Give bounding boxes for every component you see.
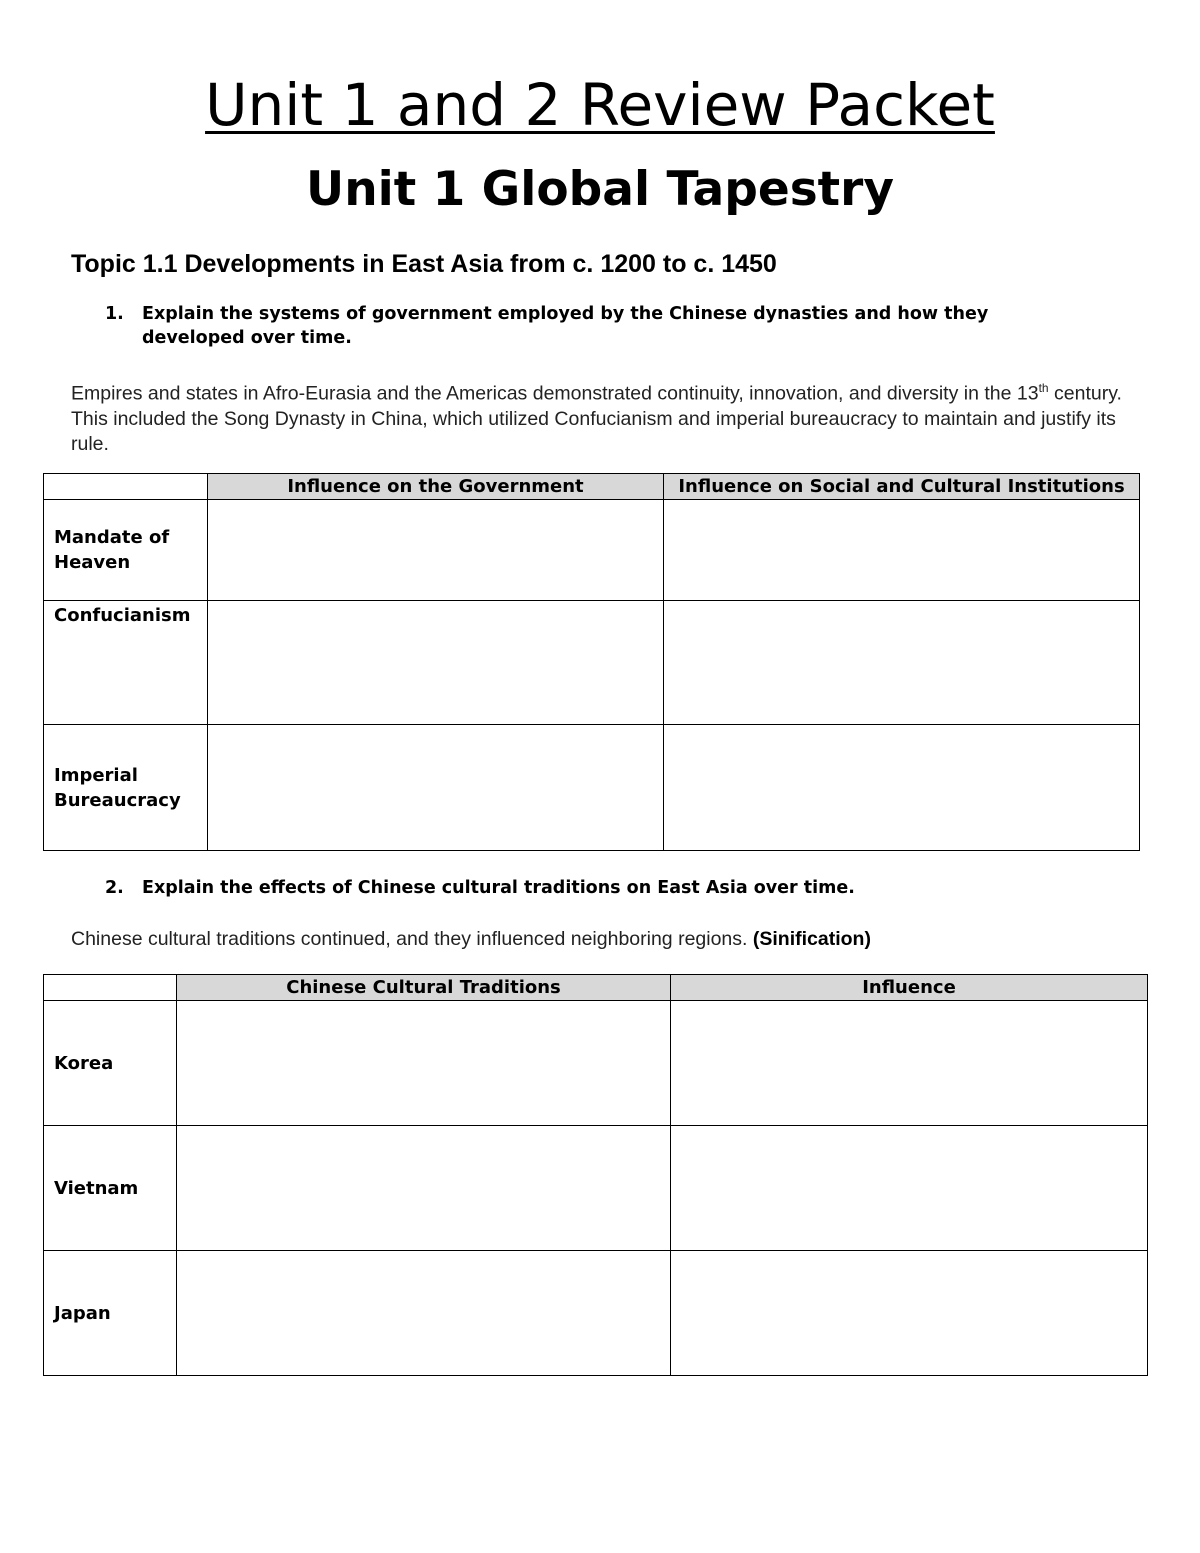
header-blank-cell [44,474,208,500]
header-blank-cell [44,975,177,1001]
ordinal-superscript: th [1038,381,1049,395]
context-paragraph-1 [71,376,1131,457]
header-traditions: Chinese Cultural Traditions [177,975,671,1001]
question-text: Explain the systems of government employed by the Chinese dynasties and how they developed over time. [142,304,989,348]
answer-cell[interactable] [671,1001,1148,1126]
question-number: 2. [105,878,124,898]
question-number: 1. [105,304,124,324]
header-government: Influence on the Government [208,474,664,500]
table-row [44,500,1140,601]
row-label-korea: Korea [44,1001,177,1126]
answer-cell[interactable] [208,725,664,851]
sinification-term: (Sinification) [752,928,871,950]
cultural-traditions-table [43,974,1148,1376]
answer-cell[interactable] [177,1001,671,1126]
answer-cell[interactable] [177,1251,671,1376]
answer-cell[interactable] [664,500,1140,601]
table-row [44,1251,1148,1376]
header-social-cultural: Influence on Social and Cultural Institutions [664,474,1140,500]
answer-cell[interactable] [671,1126,1148,1251]
answer-cell[interactable] [208,500,664,601]
row-label-vietnam: Vietnam [44,1126,177,1251]
question-1 [105,302,1045,350]
government-table [43,473,1140,851]
table-row [44,1001,1148,1126]
topic-heading: Topic 1.1 Developments in East Asia from c. 1200 to c. 1450 [71,250,777,278]
unit-heading: Unit 1 Global Tapestry [306,162,894,217]
row-label-japan: Japan [44,1251,177,1376]
answer-cell[interactable] [664,601,1140,725]
answer-cell[interactable] [671,1251,1148,1376]
question-2 [105,876,1045,900]
answer-cell[interactable] [177,1126,671,1251]
row-label-bureaucracy: Imperial Bureaucracy [44,725,208,851]
paragraph-text: Chinese cultural traditions continued, and they influenced neighboring regions. [71,928,753,950]
table-row [44,1126,1148,1251]
question-text: Explain the effects of Chinese cultural traditions on East Asia over time. [142,878,855,898]
answer-cell[interactable] [664,725,1140,851]
answer-cell[interactable] [208,601,664,725]
paragraph-text-cont: century. This included the Song Dynasty in China, which utilized Confucianism and imperial bureaucracy to maintain and justify its rule. [71,382,1122,455]
header-influence: Influence [671,975,1148,1001]
context-paragraph-2 [71,927,1131,952]
table-row [44,725,1140,851]
table-row [44,601,1140,725]
packet-title: Unit 1 and 2 Review Packet [205,71,995,139]
row-label-mandate: Mandate of Heaven [44,500,208,601]
row-label-confucianism: Confucianism [44,601,208,725]
paragraph-text: Empires and states in Afro-Eurasia and the Americas demonstrated continuity, innovation, and diversity in the 13 [71,382,1039,405]
